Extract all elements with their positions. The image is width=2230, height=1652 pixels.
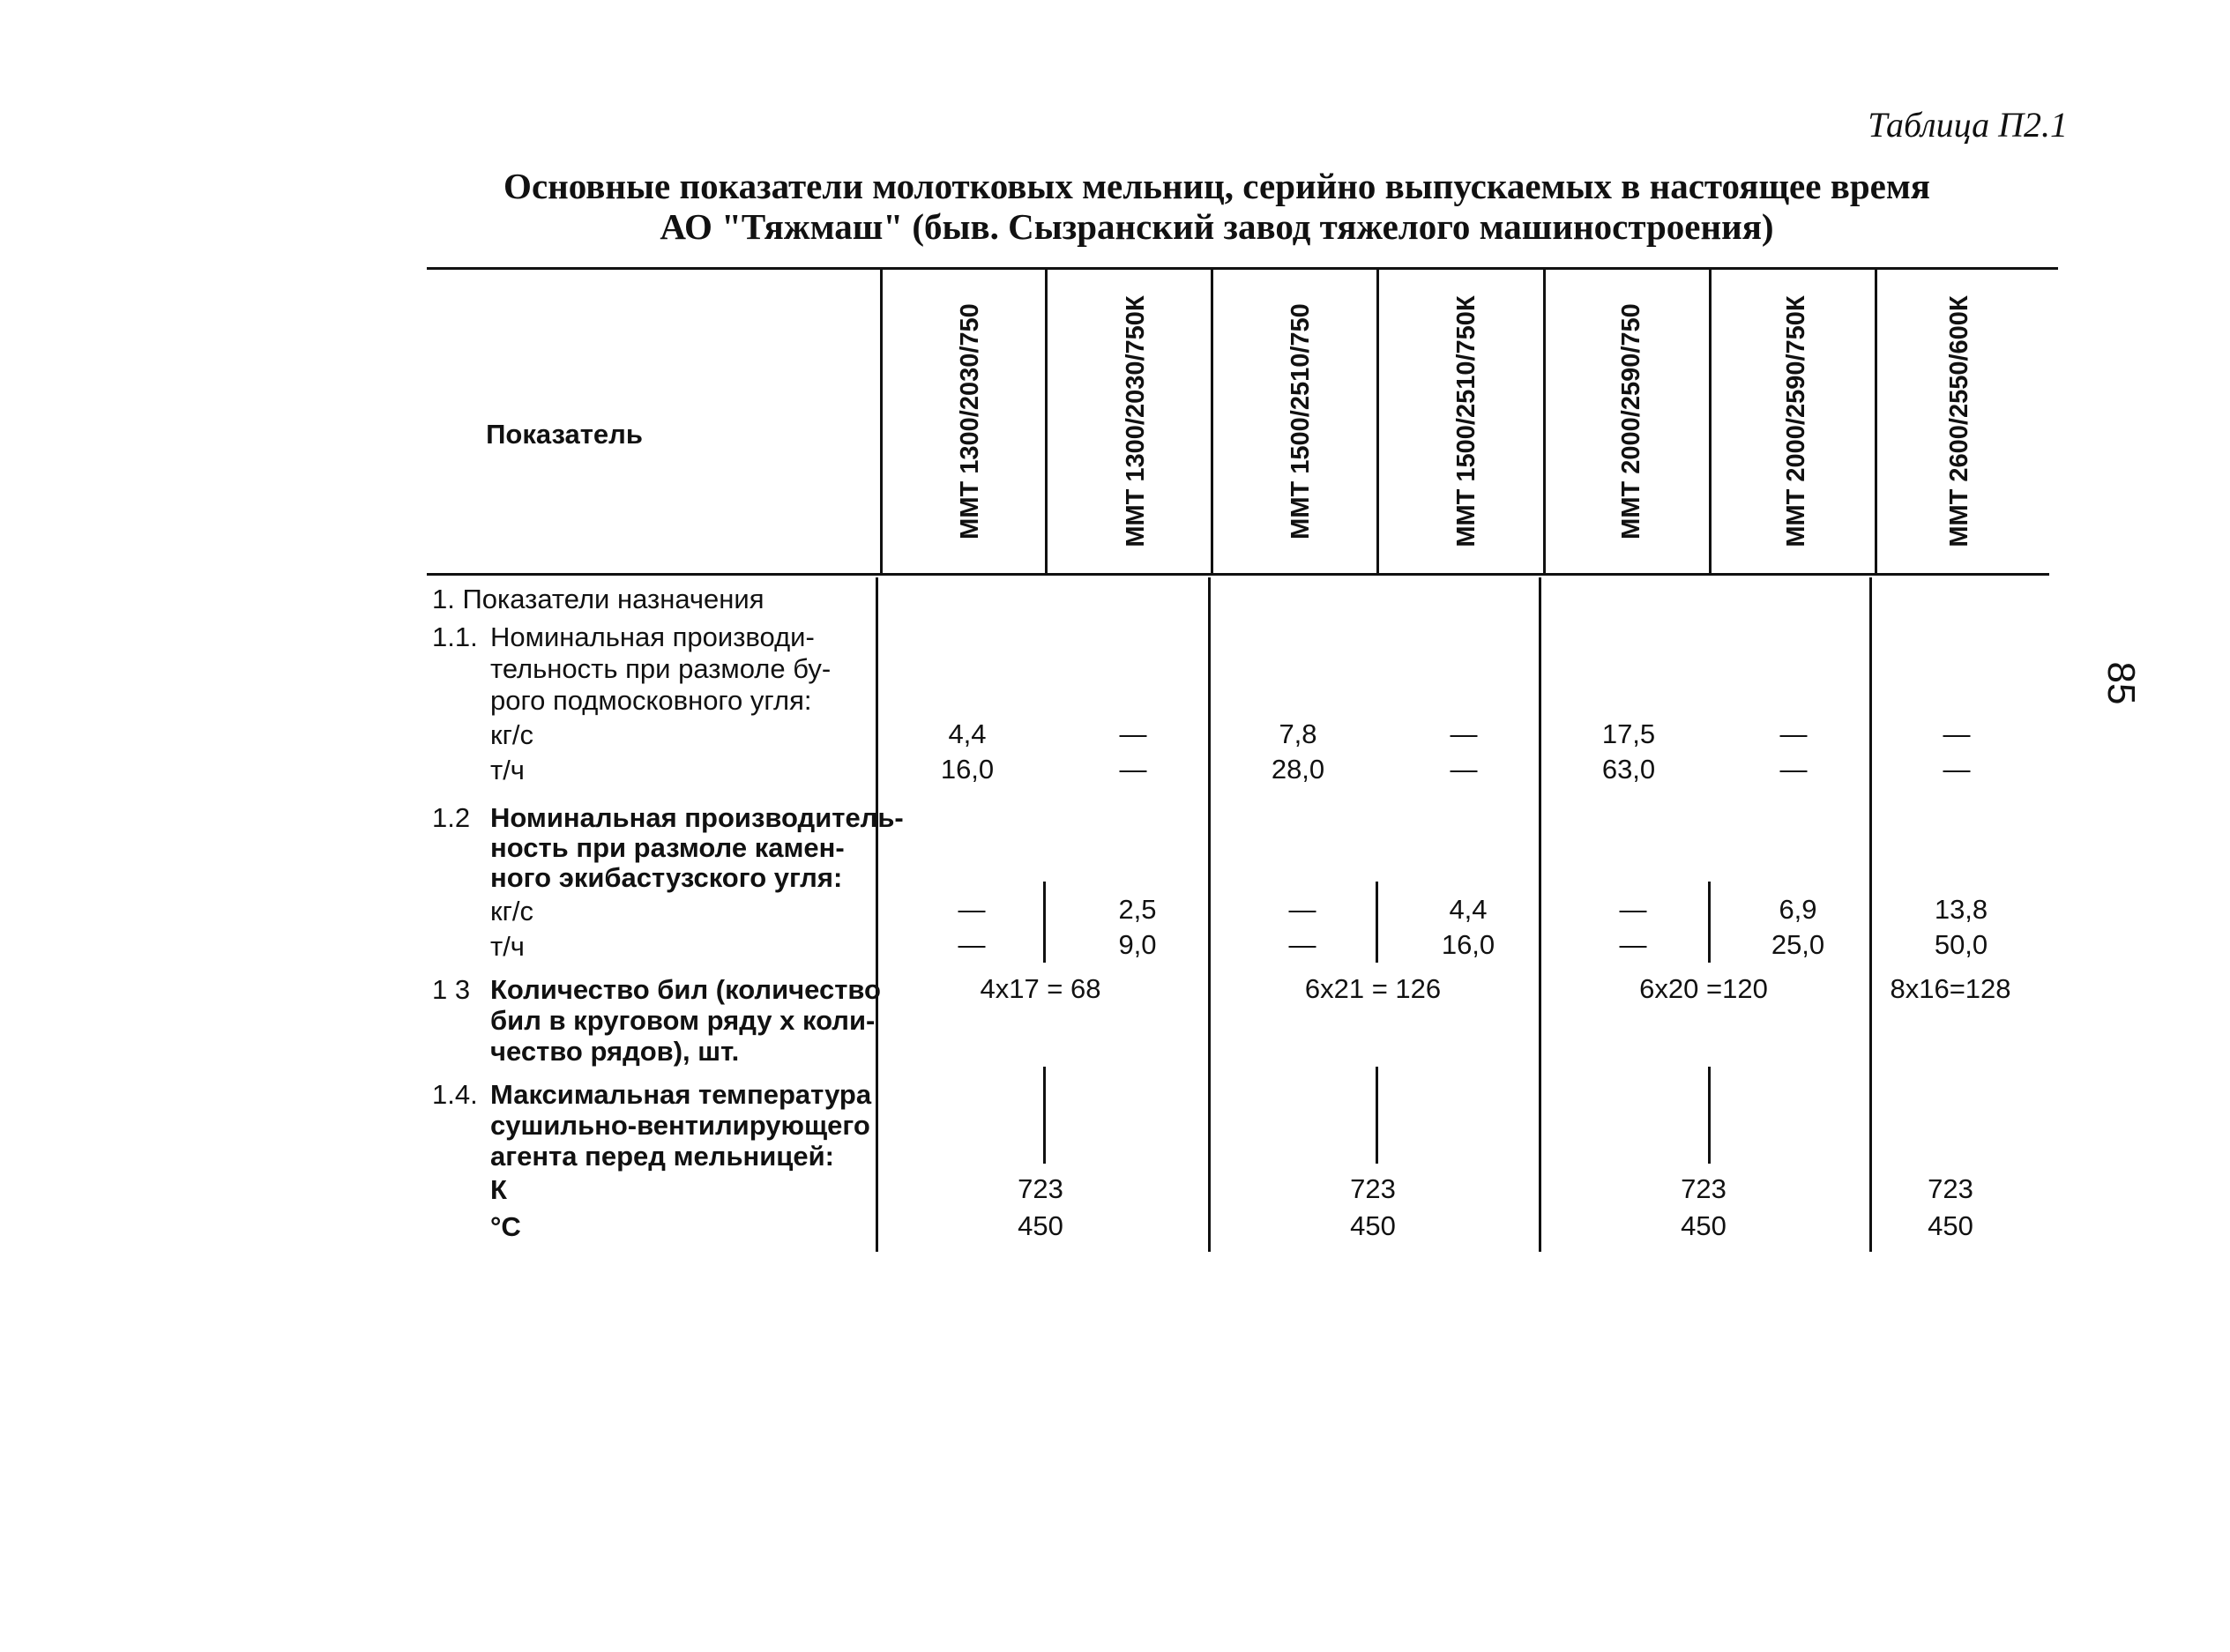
header-divider — [1875, 270, 1877, 573]
row-label-line: сушильно-вентилирующего — [490, 1110, 870, 1141]
cell-value: 17,5 — [1601, 718, 1656, 749]
header-label-pokazatel: Показатель — [486, 419, 643, 450]
table-title — [423, 166, 2010, 247]
cell-value: 63,0 — [1601, 754, 1656, 785]
cell-value: 723 — [1928, 1173, 1973, 1204]
cell-value: 4,4 — [1449, 894, 1488, 925]
cell-value: — — [1943, 718, 1971, 749]
cell-value: 6х21 = 126 — [1304, 973, 1442, 1004]
column-header: ММТ 2600/2550/600К — [1945, 295, 1973, 547]
cell-value: — — [1619, 929, 1647, 960]
cell-value: 16,0 — [940, 754, 995, 785]
row-number: 1.1. — [432, 621, 478, 652]
column-header: ММТ 2000/2590/750К — [1782, 295, 1810, 547]
cell-value: — — [1619, 894, 1647, 925]
row-label-line: тельность при размоле бу- — [490, 653, 832, 684]
cell-value: — — [1119, 718, 1147, 749]
table-top-rule — [427, 267, 2058, 270]
cell-value: 16,0 — [1441, 929, 1495, 960]
cell-value: — — [1943, 754, 1971, 785]
cell-value: — — [1450, 754, 1478, 785]
body-divider-7 — [1869, 577, 1872, 1252]
unit-label: К — [490, 1174, 507, 1205]
body-divider-partial — [1376, 1067, 1378, 1164]
table-caption: Таблица П2.1 — [1868, 105, 2068, 145]
row-label-line: рого подмосковного угля: — [490, 685, 812, 716]
cell-value: 28,0 — [1271, 754, 1325, 785]
cell-value: 4,4 — [948, 718, 987, 749]
row-number: 1.2 — [432, 802, 471, 833]
header-divider — [1045, 270, 1048, 573]
cell-value: 450 — [1350, 1210, 1396, 1241]
body-divider-5 — [1539, 577, 1541, 1252]
page-number: 85 — [2099, 661, 2143, 705]
title-line-1: Основные показатели молотковых мельниц, серийно выпускаемых в настоящее время — [503, 166, 1930, 206]
table-header-rule — [427, 573, 2049, 576]
body-divider-partial — [1708, 1067, 1711, 1164]
cell-value: 7,8 — [1279, 718, 1317, 749]
row-label-line: бил в круговом ряду х коли- — [490, 1005, 876, 1036]
cell-value: — — [958, 894, 986, 925]
body-divider-partial — [1043, 1067, 1046, 1164]
unit-label: т/ч — [490, 931, 525, 962]
column-header: ММТ 1300/2030/750К — [1122, 295, 1150, 547]
cell-value: 6х20 =120 — [1639, 973, 1768, 1004]
header-divider — [1709, 270, 1712, 573]
cell-value: 723 — [1350, 1173, 1396, 1204]
column-header: ММТ 1500/2510/750 — [1287, 303, 1315, 540]
row-label-line: ность при размоле камен- — [490, 832, 845, 863]
cell-value: 723 — [1681, 1173, 1727, 1204]
cell-value: — — [1288, 929, 1316, 960]
cell-value: 50,0 — [1934, 929, 1988, 960]
row-label-line: Количество бил (количество — [490, 974, 881, 1005]
row-label-line: чество рядов), шт. — [490, 1036, 740, 1067]
unit-label: кг/с — [490, 896, 533, 926]
row-label-line: Номинальная производитель- — [490, 802, 904, 833]
column-header: ММТ 2000/2590/750 — [1617, 303, 1645, 540]
body-divider-partial — [1708, 882, 1711, 963]
cell-value: 450 — [1018, 1210, 1063, 1241]
cell-value: — — [1288, 894, 1316, 925]
cell-value: — — [958, 929, 986, 960]
header-divider — [1376, 270, 1379, 573]
cell-value: — — [1119, 754, 1147, 785]
column-header: ММТ 1300/2030/750 — [956, 303, 984, 540]
cell-value: 13,8 — [1934, 894, 1988, 925]
cell-value: 8х16=128 — [1890, 973, 2011, 1004]
header-divider — [1543, 270, 1546, 573]
row-label-line: Номинальная производи- — [490, 621, 815, 652]
header-divider — [1211, 270, 1213, 573]
row-number: 1.4. — [432, 1079, 478, 1110]
row-label-line: ного экибастузского угля: — [490, 862, 843, 893]
row-number: 1 3 — [432, 974, 471, 1005]
section-title: 1. Показатели назначения — [432, 584, 764, 614]
cell-value: 4х17 = 68 — [980, 973, 1101, 1004]
body-divider-partial — [1376, 882, 1378, 963]
cell-value: — — [1450, 718, 1478, 749]
header-divider — [880, 270, 883, 573]
body-divider-partial — [1043, 882, 1046, 963]
title-line-2: АО "Тяжмаш" (быв. Сызранский завод тяжелого машиностроения) — [660, 206, 1774, 247]
unit-label: кг/с — [490, 719, 533, 750]
cell-value: 2,5 — [1118, 894, 1157, 925]
cell-value: 450 — [1681, 1210, 1727, 1241]
cell-value: 25,0 — [1771, 929, 1825, 960]
cell-value: 723 — [1018, 1173, 1063, 1204]
cell-value: — — [1779, 754, 1808, 785]
cell-value: 6,9 — [1779, 894, 1817, 925]
row-label-line: агента перед мельницей: — [490, 1141, 834, 1172]
body-divider-3 — [1208, 577, 1211, 1252]
cell-value: 9,0 — [1118, 929, 1157, 960]
cell-value: — — [1779, 718, 1808, 749]
unit-label: т/ч — [490, 755, 525, 785]
column-header: ММТ 1500/2510/750К — [1452, 295, 1480, 547]
row-label-line: Максимальная температура — [490, 1079, 872, 1110]
body-divider-main — [876, 577, 878, 1252]
unit-label: °С — [490, 1211, 521, 1242]
cell-value: 450 — [1928, 1210, 1973, 1241]
